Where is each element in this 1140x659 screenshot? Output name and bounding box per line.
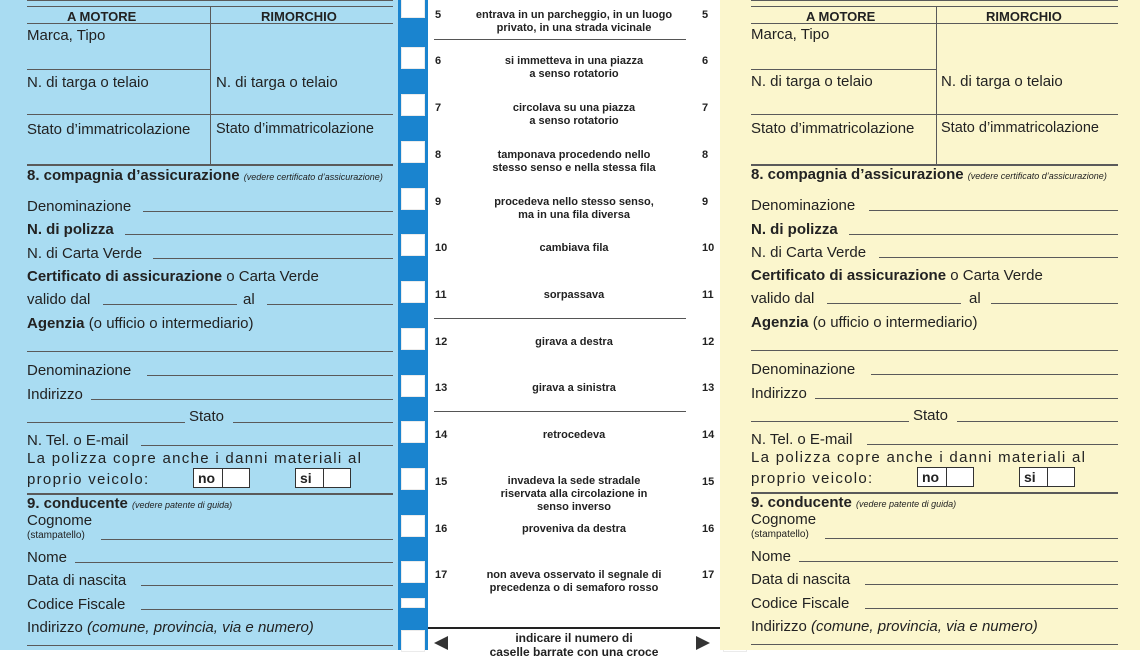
agency-field[interactable]: [27, 351, 393, 352]
item-number: 11: [435, 289, 447, 301]
birth-date-label: Data di nascita: [27, 572, 127, 589]
registration-label-motor: Stato d’immatricolazione: [751, 120, 915, 137]
item-number: 10: [435, 242, 448, 254]
item-number: 15: [702, 476, 715, 488]
checkbox-6-a[interactable]: [401, 94, 425, 116]
policy-number-label: N. di polizza: [27, 221, 114, 238]
damage-coverage-text-2: proprio veicolo:: [27, 471, 150, 488]
insurance-title: 8. compagnia d’assicurazione (vedere certificato d’assicurazione): [27, 167, 383, 184]
insurer-name-field[interactable]: [143, 211, 393, 212]
circumstance-17: non aveva osservato il segnale di precedenza o di semaforo rosso: [486, 569, 662, 594]
item-number: 9: [702, 196, 709, 208]
damage-coverage-text: La polizza copre anche i danni materiali al: [27, 450, 363, 467]
valid-from-field[interactable]: [827, 303, 961, 304]
driver-title: 9. conducente (vedere patente di guida): [27, 495, 233, 512]
item-number: 7: [702, 102, 709, 114]
policy-number-field[interactable]: [849, 234, 1118, 235]
checkbox-14-a[interactable]: [401, 468, 425, 490]
vehicle-b-panel: [720, 0, 1140, 650]
agency-name-label: Denominazione: [751, 361, 856, 378]
damage-yes-checkbox[interactable]: si: [295, 468, 351, 488]
item-number: 8: [435, 149, 442, 161]
first-name-field[interactable]: [75, 562, 393, 563]
circumstance-11: sorpassava: [543, 289, 605, 301]
surname-note: (stampatello): [27, 530, 85, 541]
checkbox-17-a[interactable]: [401, 598, 425, 608]
insurer-name-label: Denominazione: [27, 198, 132, 215]
col-trailer-label: RIMORCHIO: [986, 9, 1062, 24]
damage-no-checkbox[interactable]: no: [917, 467, 974, 487]
circumstance-7: circolava su una piazza a senso rotatorio: [512, 102, 636, 127]
valid-to-field[interactable]: [991, 303, 1118, 304]
surname-field[interactable]: [825, 538, 1118, 539]
certificate-label: Certificato di assicurazione o Carta Verde: [751, 267, 1043, 284]
green-card-field[interactable]: [153, 258, 393, 259]
country-label: Stato: [189, 408, 225, 425]
row-divider: [434, 411, 686, 412]
brand-type-label: Marca, Tipo: [751, 26, 830, 43]
item-number: 16: [702, 523, 715, 535]
driver-address-label: Indirizzo (comune, provincia, via e numero): [27, 619, 314, 636]
item-number: 6: [702, 55, 709, 67]
column-divider: [210, 6, 211, 164]
agency-label: Agenzia (o ufficio o intermediario): [751, 314, 978, 331]
item-number: 13: [435, 382, 448, 394]
tax-code-field[interactable]: [141, 609, 393, 610]
driver-address-field[interactable]: [27, 645, 393, 646]
birth-date-field[interactable]: [865, 584, 1118, 585]
checkbox-15-a[interactable]: [401, 515, 425, 537]
valid-to-field[interactable]: [267, 304, 393, 305]
surname-field[interactable]: [101, 539, 393, 540]
plate-label-motor: N. di targa o telaio: [27, 74, 149, 91]
damage-yes-checkbox[interactable]: si: [1019, 467, 1075, 487]
green-card-label: N. di Carta Verde: [751, 244, 867, 261]
birth-date-label: Data di nascita: [751, 571, 851, 588]
circumstance-6: si immetteva in una piazza a senso rotatorio: [504, 55, 644, 80]
circumstances-column: [428, 0, 720, 659]
agency-address-label: Indirizzo: [27, 386, 83, 403]
surname-note: (stampatello): [751, 529, 809, 540]
country-field[interactable]: [233, 422, 393, 423]
country-field[interactable]: [957, 421, 1118, 422]
phone-field[interactable]: [867, 444, 1118, 445]
col-trailer-label: RIMORCHIO: [261, 9, 337, 24]
checkbox-10-a[interactable]: [401, 281, 425, 303]
insurance-title: 8. compagnia d’assicurazione (vedere certificato d’assicurazione): [751, 166, 1107, 183]
item-number: 7: [435, 102, 442, 114]
policy-number-label: N. di polizza: [751, 221, 838, 238]
tax-code-field[interactable]: [865, 608, 1118, 609]
item-number: 17: [702, 569, 715, 581]
brand-type-label: Marca, Tipo: [27, 27, 106, 44]
driver-title: 9. conducente (vedere patente di guida): [751, 494, 957, 511]
circumstance-13: girava a sinistra: [532, 382, 616, 394]
circumstance-14: retrocedeva: [542, 429, 606, 441]
vehicle-a-checkbox-strip: [398, 0, 428, 650]
agency-address-field-2[interactable]: [27, 422, 185, 423]
item-number: 14: [702, 429, 715, 441]
agency-label: Agenzia (o ufficio o intermediario): [27, 315, 254, 332]
top-rule: [751, 0, 1118, 1]
first-name-label: Nome: [751, 548, 792, 565]
phone-label: N. Tel. o E-mail: [27, 432, 129, 449]
row-divider: [751, 114, 1118, 115]
item-number: 16: [435, 523, 448, 535]
row-divider: [434, 318, 686, 319]
registration-label-motor: Stato d’immatricolazione: [27, 121, 191, 138]
agency-field[interactable]: [751, 350, 1118, 351]
item-number: 6: [435, 55, 442, 67]
column-divider: [936, 6, 937, 164]
driver-address-label: Indirizzo (comune, provincia, via e numero): [751, 618, 1038, 635]
section-divider: [27, 164, 393, 166]
item-number: 5: [702, 9, 709, 21]
surname-label: Cognome: [27, 512, 93, 529]
item-number: 14: [435, 429, 448, 441]
circumstance-12: girava a destra: [535, 336, 613, 348]
damage-coverage-text-2: proprio veicolo:: [751, 470, 874, 487]
phone-field[interactable]: [141, 445, 393, 446]
insurer-name-field[interactable]: [869, 210, 1118, 211]
registration-label-trailer: Stato d’immatricolazione: [941, 120, 1099, 136]
circumstance-5: entrava in un parcheggio, in un luogo privato, in una strada vicinale: [475, 9, 673, 34]
driver-address-field[interactable]: [751, 644, 1118, 645]
circumstance-15: invadeva la sede stradale riservata alla circolazione in senso inverso: [500, 475, 648, 513]
valid-from-label: valido dal: [751, 290, 815, 307]
checkbox-7-a[interactable]: [401, 141, 425, 163]
item-number: 8: [702, 149, 709, 161]
row-divider: [434, 39, 686, 40]
agency-name-field[interactable]: [871, 374, 1118, 375]
plate-label-trailer: N. di targa o telaio: [216, 74, 338, 91]
vehicle-a-form: [27, 0, 393, 650]
agency-address-field[interactable]: [91, 399, 393, 400]
first-name-field[interactable]: [799, 561, 1118, 562]
checkbox-8-a[interactable]: [401, 188, 425, 210]
col-motor-label: A MOTORE: [806, 9, 876, 24]
first-name-label: Nome: [27, 549, 68, 566]
agency-address-label: Indirizzo: [751, 385, 807, 402]
certificate-label: Certificato di assicurazione o Carta Verde: [27, 268, 319, 285]
row-divider: [751, 69, 936, 70]
total-box-a[interactable]: [401, 630, 425, 652]
registration-label-trailer: Stato d’immatricolazione: [216, 121, 374, 137]
crossed-boxes-instruction: indicare il numero di caselle barrate con una croce: [489, 631, 659, 659]
birth-date-field[interactable]: [141, 585, 393, 586]
agency-name-label: Denominazione: [27, 362, 132, 379]
circumstance-16: proveniva da destra: [522, 523, 626, 535]
insurer-name-label: Denominazione: [751, 197, 856, 214]
tax-code-label: Codice Fiscale: [27, 596, 126, 613]
plate-label-trailer: N. di targa o telaio: [941, 73, 1063, 90]
vehicle-a-panel: [0, 0, 398, 650]
phone-label: N. Tel. o E-mail: [751, 431, 853, 448]
item-number: 11: [702, 289, 714, 301]
checkbox-16-a[interactable]: [401, 561, 425, 583]
item-number: 9: [435, 196, 442, 208]
circumstance-8: tamponava procedendo nello stesso senso e nella stessa fila: [492, 149, 656, 174]
item-number: 5: [435, 9, 442, 21]
item-number: 12: [702, 336, 715, 348]
agency-name-field[interactable]: [147, 375, 393, 376]
damage-coverage-text: La polizza copre anche i danni materiali al: [751, 449, 1087, 466]
agency-address-field[interactable]: [815, 398, 1118, 399]
damage-no-checkbox[interactable]: no: [193, 468, 250, 488]
row-divider: [27, 69, 210, 70]
checkbox-9-a[interactable]: [401, 234, 425, 256]
green-card-field[interactable]: [879, 257, 1118, 258]
vehicle-table-header: [751, 6, 1118, 24]
policy-number-field[interactable]: [125, 234, 393, 235]
checkbox-11-a[interactable]: [401, 328, 425, 350]
agency-address-field-2[interactable]: [751, 421, 909, 422]
top-rule: [27, 0, 393, 1]
valid-from-field[interactable]: [103, 304, 237, 305]
valid-to-label: al: [243, 291, 255, 308]
surname-label: Cognome: [751, 511, 817, 528]
row-divider: [27, 114, 393, 115]
circumstance-9: procedeva nello stesso senso, ma in una fila diversa: [494, 196, 654, 221]
vehicle-b-form: [751, 0, 1118, 650]
checkbox-12-a[interactable]: [401, 375, 425, 397]
item-number: 17: [435, 569, 448, 581]
item-number: 15: [435, 476, 448, 488]
item-number: 12: [435, 336, 448, 348]
checkbox[interactable]: [401, 0, 425, 18]
footer-divider: [428, 627, 720, 629]
item-number: 10: [702, 242, 715, 254]
circumstance-10: cambiava fila: [539, 242, 609, 254]
checkbox-13-a[interactable]: [401, 421, 425, 443]
plate-label-motor: N. di targa o telaio: [751, 73, 873, 90]
checkbox-5-a[interactable]: [401, 47, 425, 69]
green-card-label: N. di Carta Verde: [27, 245, 143, 262]
tax-code-label: Codice Fiscale: [751, 595, 850, 612]
item-number: 13: [702, 382, 715, 394]
valid-from-label: valido dal: [27, 291, 91, 308]
valid-to-label: al: [969, 290, 981, 307]
country-label: Stato: [913, 407, 949, 424]
col-motor-label: A MOTORE: [67, 9, 137, 24]
